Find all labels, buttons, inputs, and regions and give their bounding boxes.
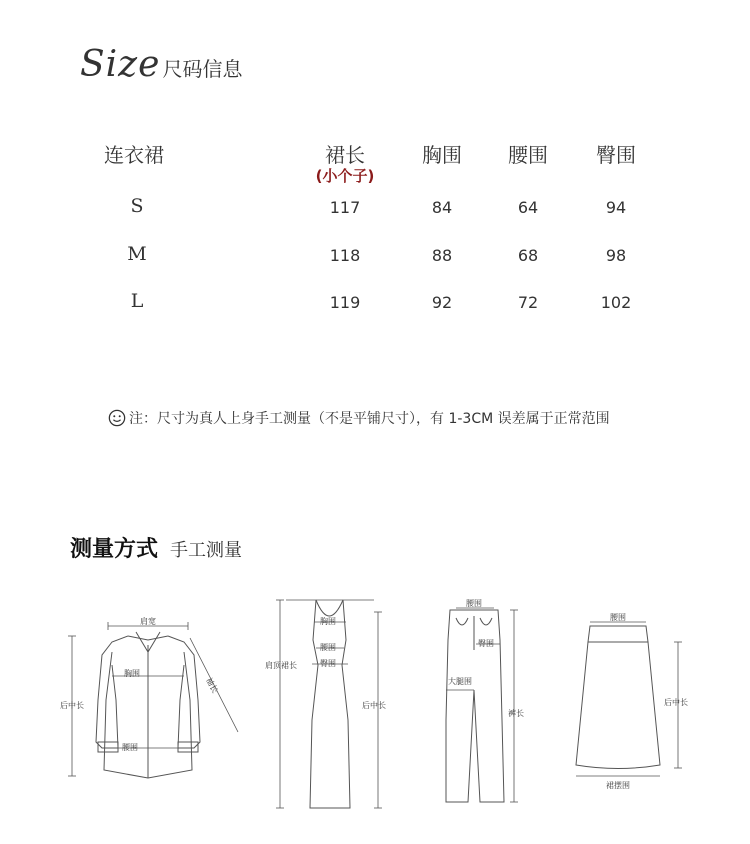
label-length: 裤长 [508,709,524,718]
label-hip: 臀围 [478,639,494,648]
size-info-title: 尺码信息 [162,57,243,81]
label-waist: 腰围 [122,743,138,752]
label-chest: 胸围 [124,669,140,678]
label-back-length: 后中长 [664,698,688,707]
label-back-length: 后中长 [60,701,84,710]
table-cell: 84 [431,198,453,217]
table-cell: 118 [329,246,361,265]
skirt-diagram [576,626,660,769]
measure-title: 测量方式 [70,537,159,562]
label-shoulder: 肩宽 [140,617,156,626]
table-cell: 92 [431,293,453,312]
table-cell: 102 [600,293,632,312]
table-cell: 98 [605,246,627,265]
label-back-length: 后中长 [362,701,386,710]
header-skirt-length: 裙长 [325,143,365,167]
label-chest: 胸围 [320,617,336,626]
table-cell: 64 [517,198,539,217]
note-text: 注：尺寸为真人上身手工测量（不是平铺尺寸），有 1-3CM 误差属于正常范围 [129,411,610,427]
size-logo-text: Size [80,44,161,85]
table-cell: 117 [329,198,361,217]
table-cell: 119 [329,293,361,312]
dress-diagram [310,600,350,808]
petite-note: (小个子) [315,167,375,185]
label-hem: 裙摆围 [606,781,630,790]
table-cell: 72 [517,293,539,312]
size-label: M [127,243,147,265]
size-label: L [130,290,144,312]
header-dress: 连衣裙 [104,143,164,167]
table-cell: 68 [517,246,539,265]
size-label: S [130,195,144,217]
label-thigh: 大腿围 [448,677,472,686]
header-chest: 胸围 [422,143,462,167]
label-waist: 腰围 [466,599,482,608]
table-cell: 88 [431,246,453,265]
shirt-diagram [96,632,200,778]
label-shoulder-length: 肩顶裙长 [265,661,297,670]
label-sleeve: 袖长 [204,676,220,695]
pants-diagram [446,610,504,802]
table-cell: 94 [605,198,627,217]
label-hip: 臀围 [320,659,336,668]
header-waist: 腰围 [508,143,548,167]
header-hip: 臀围 [596,143,636,167]
label-waist: 腰围 [320,643,336,652]
measure-subtitle: 手工测量 [170,540,243,561]
label-waist: 腰围 [610,613,626,622]
